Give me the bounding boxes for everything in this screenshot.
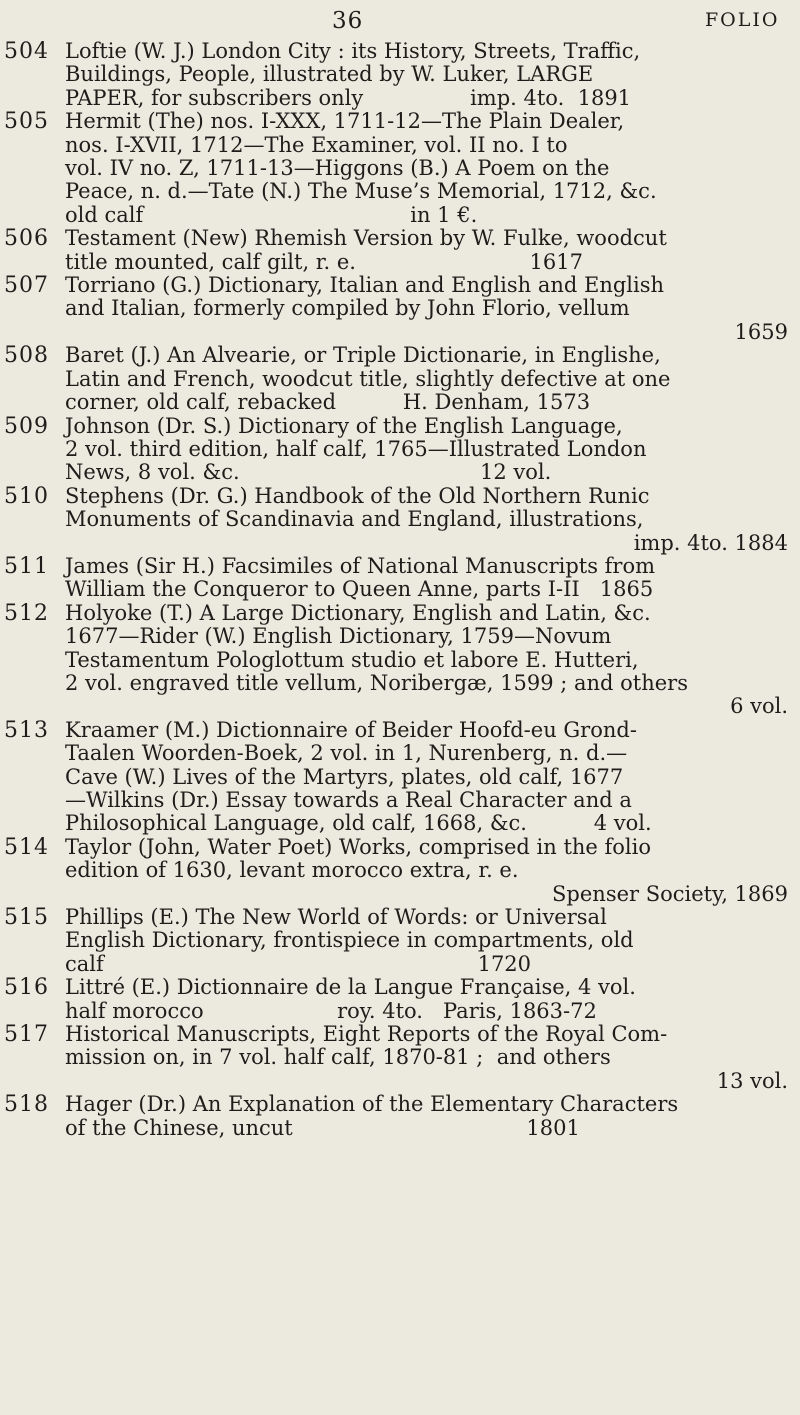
entry-line: mission on, in 7 vol. half calf, 1870-81 ; and others: [65, 1045, 611, 1070]
lot-number: 512: [4, 600, 49, 626]
entry-line: Philosophical Language, old calf, 1668, &c. 4 vol.: [65, 811, 652, 836]
entry-description: [65, 555, 788, 602]
entry-description: [65, 110, 788, 227]
catalogue-entry: [0, 976, 800, 1023]
entry-line: English Dictionary, frontispiece in compartments, old: [65, 928, 634, 953]
entry-description: [65, 719, 788, 836]
entry-imprint: imp. 4to. 1884: [633, 530, 788, 555]
entry-line: Monuments of Scandinavia and England, illustrations,: [65, 507, 644, 532]
entry-line: vol. IV no. Z, 1711-13—Higgons (B.) A Poem on the: [65, 156, 610, 181]
lot-number: 508: [4, 343, 49, 369]
entry-line: of the Chinese, uncut 1801: [65, 1115, 580, 1140]
entry-line: PAPER, for subscribers only imp. 4to. 1891: [65, 85, 632, 110]
entry-line: and Italian, formerly compiled by John Florio, vellum: [65, 296, 630, 321]
entry-imprint: 6 vol.: [730, 694, 788, 719]
entry-line: Historical Manuscripts, Eight Reports of the Royal Com-: [65, 1022, 668, 1047]
lot-number: 513: [4, 717, 49, 743]
entry-line: 2 vol. third edition, half calf, 1765—Illustrated London: [65, 436, 647, 461]
entry-line: William the Conqueror to Queen Anne, parts I-II 1865: [65, 577, 654, 602]
entry-line: Baret (J.) An Alvearie, or Triple Dictionarie, in Englishe,: [65, 343, 661, 368]
entry-line: Taalen Woorden-Boek, 2 vol. in 1, Nurenberg, n. d.—: [65, 741, 628, 766]
lot-number: 507: [4, 273, 49, 299]
entry-description: [65, 976, 788, 1023]
entry-line: Holyoke (T.) A Large Dictionary, English and Latin, &c.: [65, 600, 651, 625]
entry-line: Hermit (The) nos. I-XXX, 1711-12—The Plain Dealer,: [65, 109, 625, 134]
catalogue-entries: [0, 40, 800, 1140]
lot-number: 517: [4, 1022, 49, 1048]
entry-line: Taylor (John, Water Poet) Works, comprised in the folio: [65, 834, 652, 859]
lot-number: 516: [4, 975, 49, 1001]
catalogue-entry: [0, 836, 800, 906]
catalogue-entry: [0, 274, 800, 344]
lot-number: 514: [4, 834, 49, 860]
entry-line: corner, old calf, rebacked H. Denham, 1573: [65, 390, 591, 415]
catalogue-entry: [0, 1023, 800, 1093]
catalogue-entry: [0, 110, 800, 227]
catalogue-entry: [0, 40, 800, 110]
entry-line: edition of 1630, levant morocco extra, r. e.: [65, 858, 519, 883]
catalogue-entry: [0, 415, 800, 485]
lot-number: 518: [4, 1092, 49, 1118]
entry-line: Kraamer (M.) Dictionnaire of Beider Hoofd-eu Grond-: [65, 717, 637, 742]
entry-line: Buildings, People, illustrated by W. Luker, LARGE: [65, 62, 594, 87]
entry-line: James (Sir H.) Facsimiles of National Manuscripts from: [65, 553, 656, 578]
lot-number: 504: [4, 39, 49, 64]
lot-number: 506: [4, 226, 49, 252]
lot-number: 511: [4, 553, 49, 579]
entry-line: Latin and French, woodcut title, slightly defective at one: [65, 366, 671, 391]
entry-line: calf 1720: [65, 951, 532, 976]
catalogue-entry: [0, 1093, 800, 1140]
catalogue-entry: [0, 485, 800, 555]
entry-line: half morocco roy. 4to. Paris, 1863-72: [65, 998, 597, 1023]
section-title: FOLIO: [705, 9, 780, 31]
lot-number: 515: [4, 905, 49, 931]
entry-imprint: 1659: [734, 319, 788, 344]
entry-line: old calf in 1 €.: [65, 202, 478, 227]
entry-line: Peace, n. d.—Tate (N.) The Muse’s Memorial, 1712, &c.: [65, 179, 657, 204]
catalogue-entry: [0, 344, 800, 414]
entry-line: 1677—Rider (W.) English Dictionary, 1759—Novum: [65, 624, 612, 649]
page-number: 36: [332, 8, 364, 34]
entry-description: [65, 602, 788, 719]
entry-description: [65, 40, 788, 110]
entry-line: Cave (W.) Lives of the Martyrs, plates, old calf, 1677: [65, 764, 624, 789]
entry-line: Loftie (W. J.) London City : its History, Streets, Traffic,: [65, 39, 641, 63]
entry-line: —Wilkins (Dr.) Essay towards a Real Character and a: [65, 788, 632, 812]
entry-description: [65, 1093, 788, 1140]
entry-description: [65, 227, 788, 274]
entry-line: News, 8 vol. &c. 12 vol.: [65, 460, 552, 485]
entry-line: Testamentum Pologlottum studio et labore E. Hutteri,: [65, 647, 639, 672]
entry-imprint: Spenser Society, 1869: [552, 881, 788, 906]
entry-description: [65, 906, 788, 976]
catalogue-entry: [0, 555, 800, 602]
entry-description: [65, 274, 788, 344]
entry-description: [65, 485, 788, 555]
entry-line: nos. I-XVII, 1712—The Examiner, vol. II no. I to: [65, 132, 568, 157]
entry-description: [65, 415, 788, 485]
entry-description: [65, 344, 788, 414]
entry-description: [65, 1023, 788, 1093]
entry-line: Phillips (E.) The New World of Words: or Universal: [65, 905, 607, 930]
entry-line: Littré (E.) Dictionnaire de la Langue Française, 4 vol.: [65, 975, 636, 1000]
catalogue-entry: [0, 719, 800, 836]
entry-line: Johnson (Dr. S.) Dictionary of the English Language,: [65, 413, 623, 438]
lot-number: 505: [4, 109, 49, 135]
entry-line: Torriano (G.) Dictionary, Italian and English and English: [65, 273, 665, 298]
entry-line: title mounted, calf gilt, r. e. 1617: [65, 249, 583, 274]
entry-line: Stephens (Dr. G.) Handbook of the Old Northern Runic: [65, 483, 650, 508]
entry-line: Testament (New) Rhemish Version by W. Fulke, woodcut: [65, 226, 667, 251]
catalogue-entry: [0, 227, 800, 274]
page-header: [0, 0, 800, 40]
catalogue-entry: [0, 602, 800, 719]
entry-line: 2 vol. engraved title vellum, Noribergæ, 1599 ; and others: [65, 670, 688, 695]
lot-number: 510: [4, 483, 49, 509]
entry-imprint: 13 vol.: [716, 1068, 788, 1093]
entry-description: [65, 836, 788, 906]
entry-line: Hager (Dr.) An Explanation of the Elementary Characters: [65, 1092, 679, 1117]
catalogue-entry: [0, 906, 800, 976]
lot-number: 509: [4, 413, 49, 439]
